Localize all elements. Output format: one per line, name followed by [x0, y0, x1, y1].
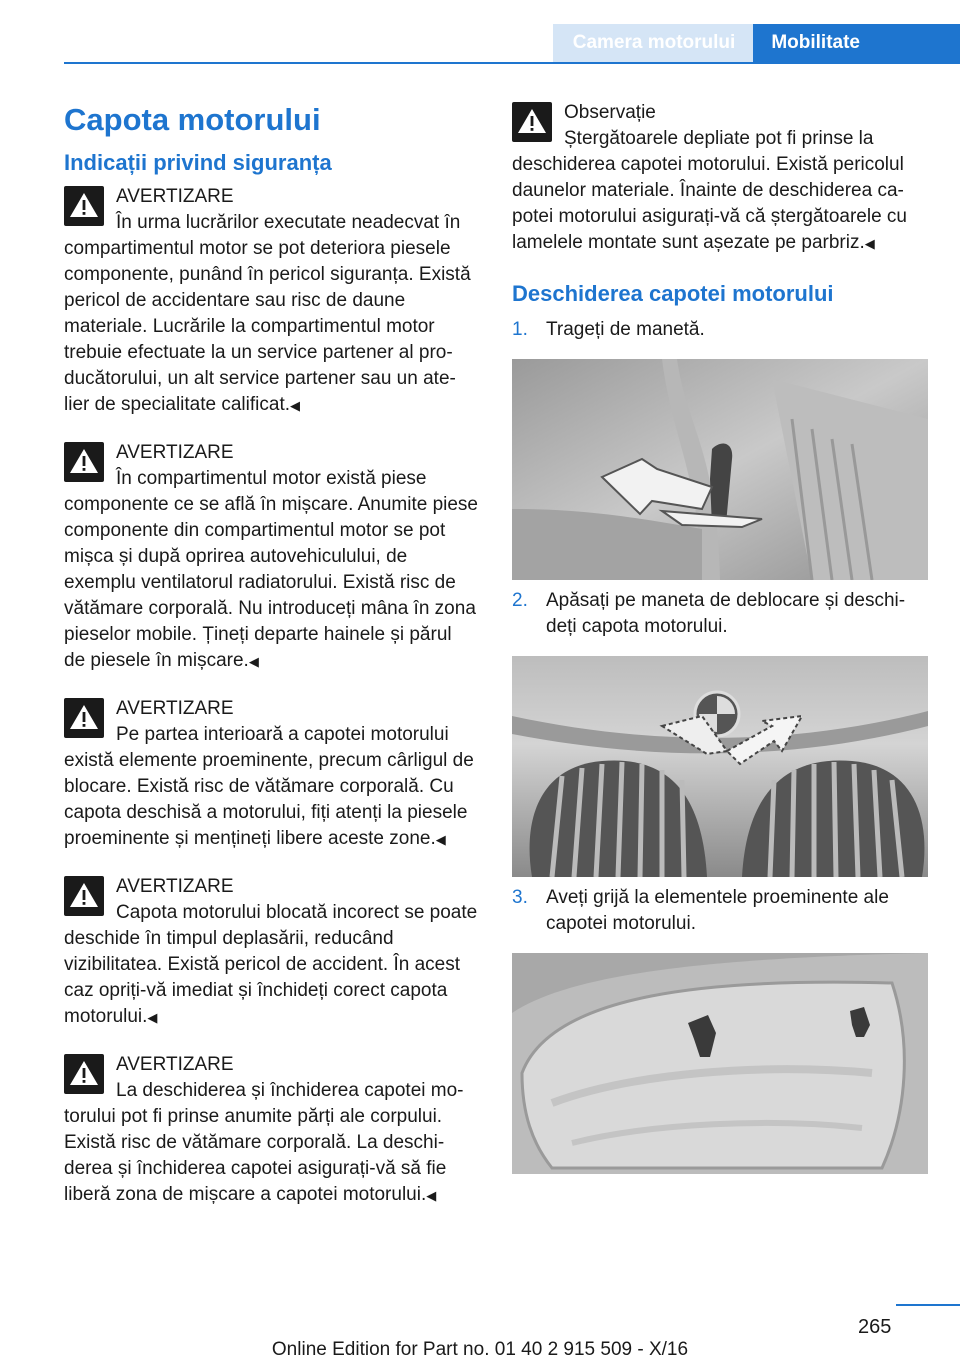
chapter-tab: Mobilitate — [753, 24, 960, 62]
warning-text: Capota motorului blocată incorect se poate deschide în timpul deplasării, reducând vizibilitatea. Există pericol de accident. În acest caz opriți-vă imediat și închideți corect capota motorului. — [64, 902, 478, 1027]
warning-block — [64, 1052, 478, 1209]
warning-label: AVERTIZARE — [116, 442, 234, 463]
warning-triangle-icon — [64, 698, 104, 738]
right-column — [512, 100, 928, 1182]
warning-triangle-icon — [64, 1054, 104, 1094]
note-text: Ștergătoarele depliate pot fi prinse la deschiderea capotei motorului. Există pericolul daunelor materiale. Înainte de deschiderea ca-potei motorului asigurați-vă că ștergătoarele cu lamelele montate sunt așezate pe parbriz. — [512, 128, 907, 253]
left-column — [64, 100, 478, 1230]
open-hood-heading: Deschiderea capotei motorului — [512, 281, 834, 306]
warning-block — [64, 184, 478, 419]
warning-text: În urma lucrărilor executate neadecvat în compartimentul motor se pot deteriora piesele componente, punând în pericol siguranța. Există pericol de accidentare sau risc de daune materiale. Lucrările la compartimentul motor trebuie efectuate la un service partener al pro-ducătorului, un alt service partener sau un ate-lier de specialitate calificat. — [64, 212, 471, 415]
page-number: 265 — [858, 1316, 892, 1338]
step-number: 2. — [512, 590, 528, 611]
note-label: Observație — [564, 102, 656, 123]
step-text: Apăsați pe maneta de deblocare și deschi-deți capota motorului. — [546, 590, 906, 637]
step-item — [512, 885, 928, 937]
section-tab: Camera motorului — [553, 24, 754, 62]
warning-text: În compartimentul motor există piese componente ce se află în mișcare. Anumite piese componente din compartimentul motor se pot mișca și după oprirea autovehiculului, de exemplu ventilatorul radiatorului. Există risc de vătămare corporală. Nu introduceți mâna în zona pieselor mobile. Țineți departe hainele și părul de piesele în mișcare. — [64, 468, 479, 671]
end-mark-icon: ◀ — [147, 1010, 158, 1025]
warning-block — [64, 440, 478, 675]
hood-release-lever-figure — [512, 359, 928, 580]
step-text: Aveți grijă la elementele proeminente ale capotei motorului. — [546, 887, 889, 934]
page-title: Capota motorului — [64, 102, 321, 137]
note-block — [512, 100, 928, 257]
warning-text: La deschiderea și închiderea capotei mo-torului pot fi prinse anumite părți ale corpului. Există risc de vătămare corporală. La deschi-derea și închiderea capotei asigurați-vă să fie liberă zona de mișcare a capotei motorului. — [64, 1080, 464, 1205]
step-number: 3. — [512, 887, 528, 908]
hood-underside-figure — [512, 953, 928, 1174]
warning-triangle-icon — [64, 186, 104, 226]
warning-text: Pe partea interioară a capotei motorului există elemente proeminente, precum cârligul de blocare. Există risc de vătămare corporală. Cu capota deschisă a motorului, fiți atenți la piesele proeminente și mențineți libere aceste zone. — [64, 724, 474, 849]
footer-rule — [896, 1304, 960, 1306]
hood-unlock-figure — [512, 656, 928, 877]
warning-block — [64, 696, 478, 853]
end-mark-icon: ◀ — [426, 1188, 437, 1203]
step-number: 1. — [512, 319, 528, 340]
end-mark-icon: ◀ — [248, 654, 259, 669]
warning-triangle-icon — [64, 876, 104, 916]
step-item — [512, 317, 928, 343]
edition-line: Online Edition for Part no. 01 40 2 915 509 - X/16 — [271, 1339, 689, 1360]
end-mark-icon: ◀ — [290, 398, 300, 413]
warning-label: AVERTIZARE — [116, 876, 234, 897]
safety-heading: Indicații privind siguranța — [64, 150, 332, 175]
step-text: Trageți de manetă. — [546, 319, 705, 340]
warning-triangle-icon — [512, 102, 552, 142]
warning-label: AVERTIZARE — [116, 186, 234, 207]
warning-label: AVERTIZARE — [116, 1054, 234, 1075]
step-item — [512, 588, 928, 640]
warning-label: AVERTIZARE — [116, 698, 234, 719]
end-mark-icon: ◀ — [435, 832, 446, 847]
header-rule — [64, 62, 960, 64]
end-mark-icon: ◀ — [864, 236, 875, 251]
header-tabs — [553, 24, 960, 62]
warning-block — [64, 874, 478, 1031]
warning-triangle-icon — [64, 442, 104, 482]
